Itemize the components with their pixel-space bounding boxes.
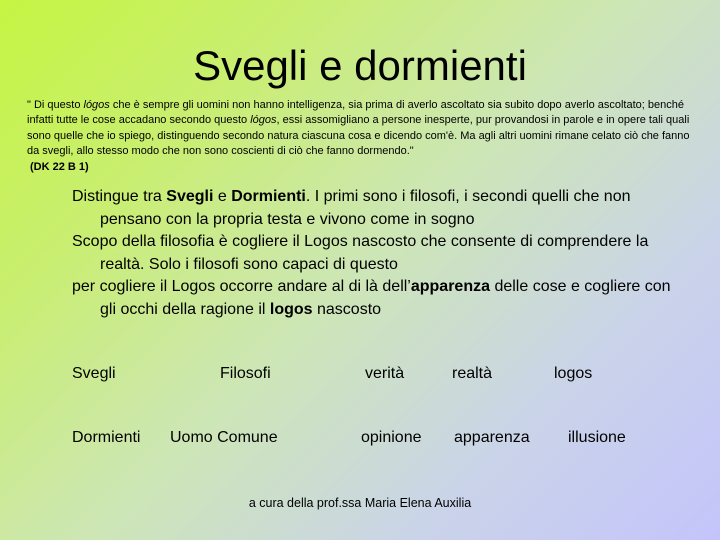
paragraph-scopo: Scopo della filosofia è cogliere il Logos nascosto che consente di comprendere la realtà. Solo i filosofi sono capaci di questo <box>72 233 649 273</box>
p1-dormienti: Dormienti <box>231 188 306 205</box>
p3-text-c: delle cose e cogliere con gli occhi della ragione il <box>100 278 671 318</box>
slide-body <box>72 186 672 321</box>
paragraph-logos <box>72 276 672 321</box>
heraclitus-quote <box>27 98 702 175</box>
cell-logos: logos <box>554 365 593 382</box>
cell-uomo-comune: Uomo Comune <box>170 429 278 446</box>
cell-svegli: Svegli <box>72 365 116 382</box>
p3-text-a: per cogliere il Logos occorre andare al di là dell’ <box>72 278 411 295</box>
quote-text-mid-2: , essi assomigliano a persone inesperte, pur provandosi in parole e in opere tali quali sono quelle che io spiego, distinguendo secondo natura ciascuna cosa e dicendo com'è. Ma agli altri uomini rimane celato ciò che fanno da svegli, allo stesso modo che non sono coscienti di ciò che fanno dormendo." <box>27 114 690 158</box>
quote-text-mid-1: che è sempre gli uomini non hanno intelligenza, sia prima di averlo ascoltato sia subito dopo averlo ascoltato; benché infatti tutte le cose accadano secondo questo <box>27 99 684 127</box>
p1-text-c: e <box>213 188 232 205</box>
paragraph-svegli-dormienti <box>72 186 672 231</box>
quote-citation: (DK 22 B 1) <box>30 160 89 173</box>
cell-apparenza: apparenza <box>454 429 530 446</box>
cell-opinione: opinione <box>361 429 422 446</box>
cell-realta: realtà <box>452 365 493 382</box>
p1-text-a: Distingue tra <box>72 188 167 205</box>
p1-text-e: . I primi sono i filosofi, i secondi quelli che non pensano con la propria testa e vivono come in sogno <box>100 188 631 228</box>
p3-text-e: nascosto <box>312 300 382 318</box>
cell-illusione: illusione <box>568 429 626 446</box>
slide-title: Svegli e dormienti <box>193 42 527 89</box>
p3-logos: logos <box>269 300 313 318</box>
cell-filosofi: Filosofi <box>220 365 271 382</box>
quote-logos-1: lógos <box>83 99 110 111</box>
cell-dormienti: Dormienti <box>72 429 141 446</box>
cell-verita: verità <box>365 365 405 382</box>
author-credit: a cura della prof.ssa Maria Elena Auxilia <box>248 496 472 510</box>
quote-text-open: " Di questo <box>27 99 84 111</box>
p3-apparenza: apparenza <box>410 278 490 295</box>
quote-logos-2: lógos <box>250 114 277 127</box>
p1-svegli: Svegli <box>166 188 214 205</box>
